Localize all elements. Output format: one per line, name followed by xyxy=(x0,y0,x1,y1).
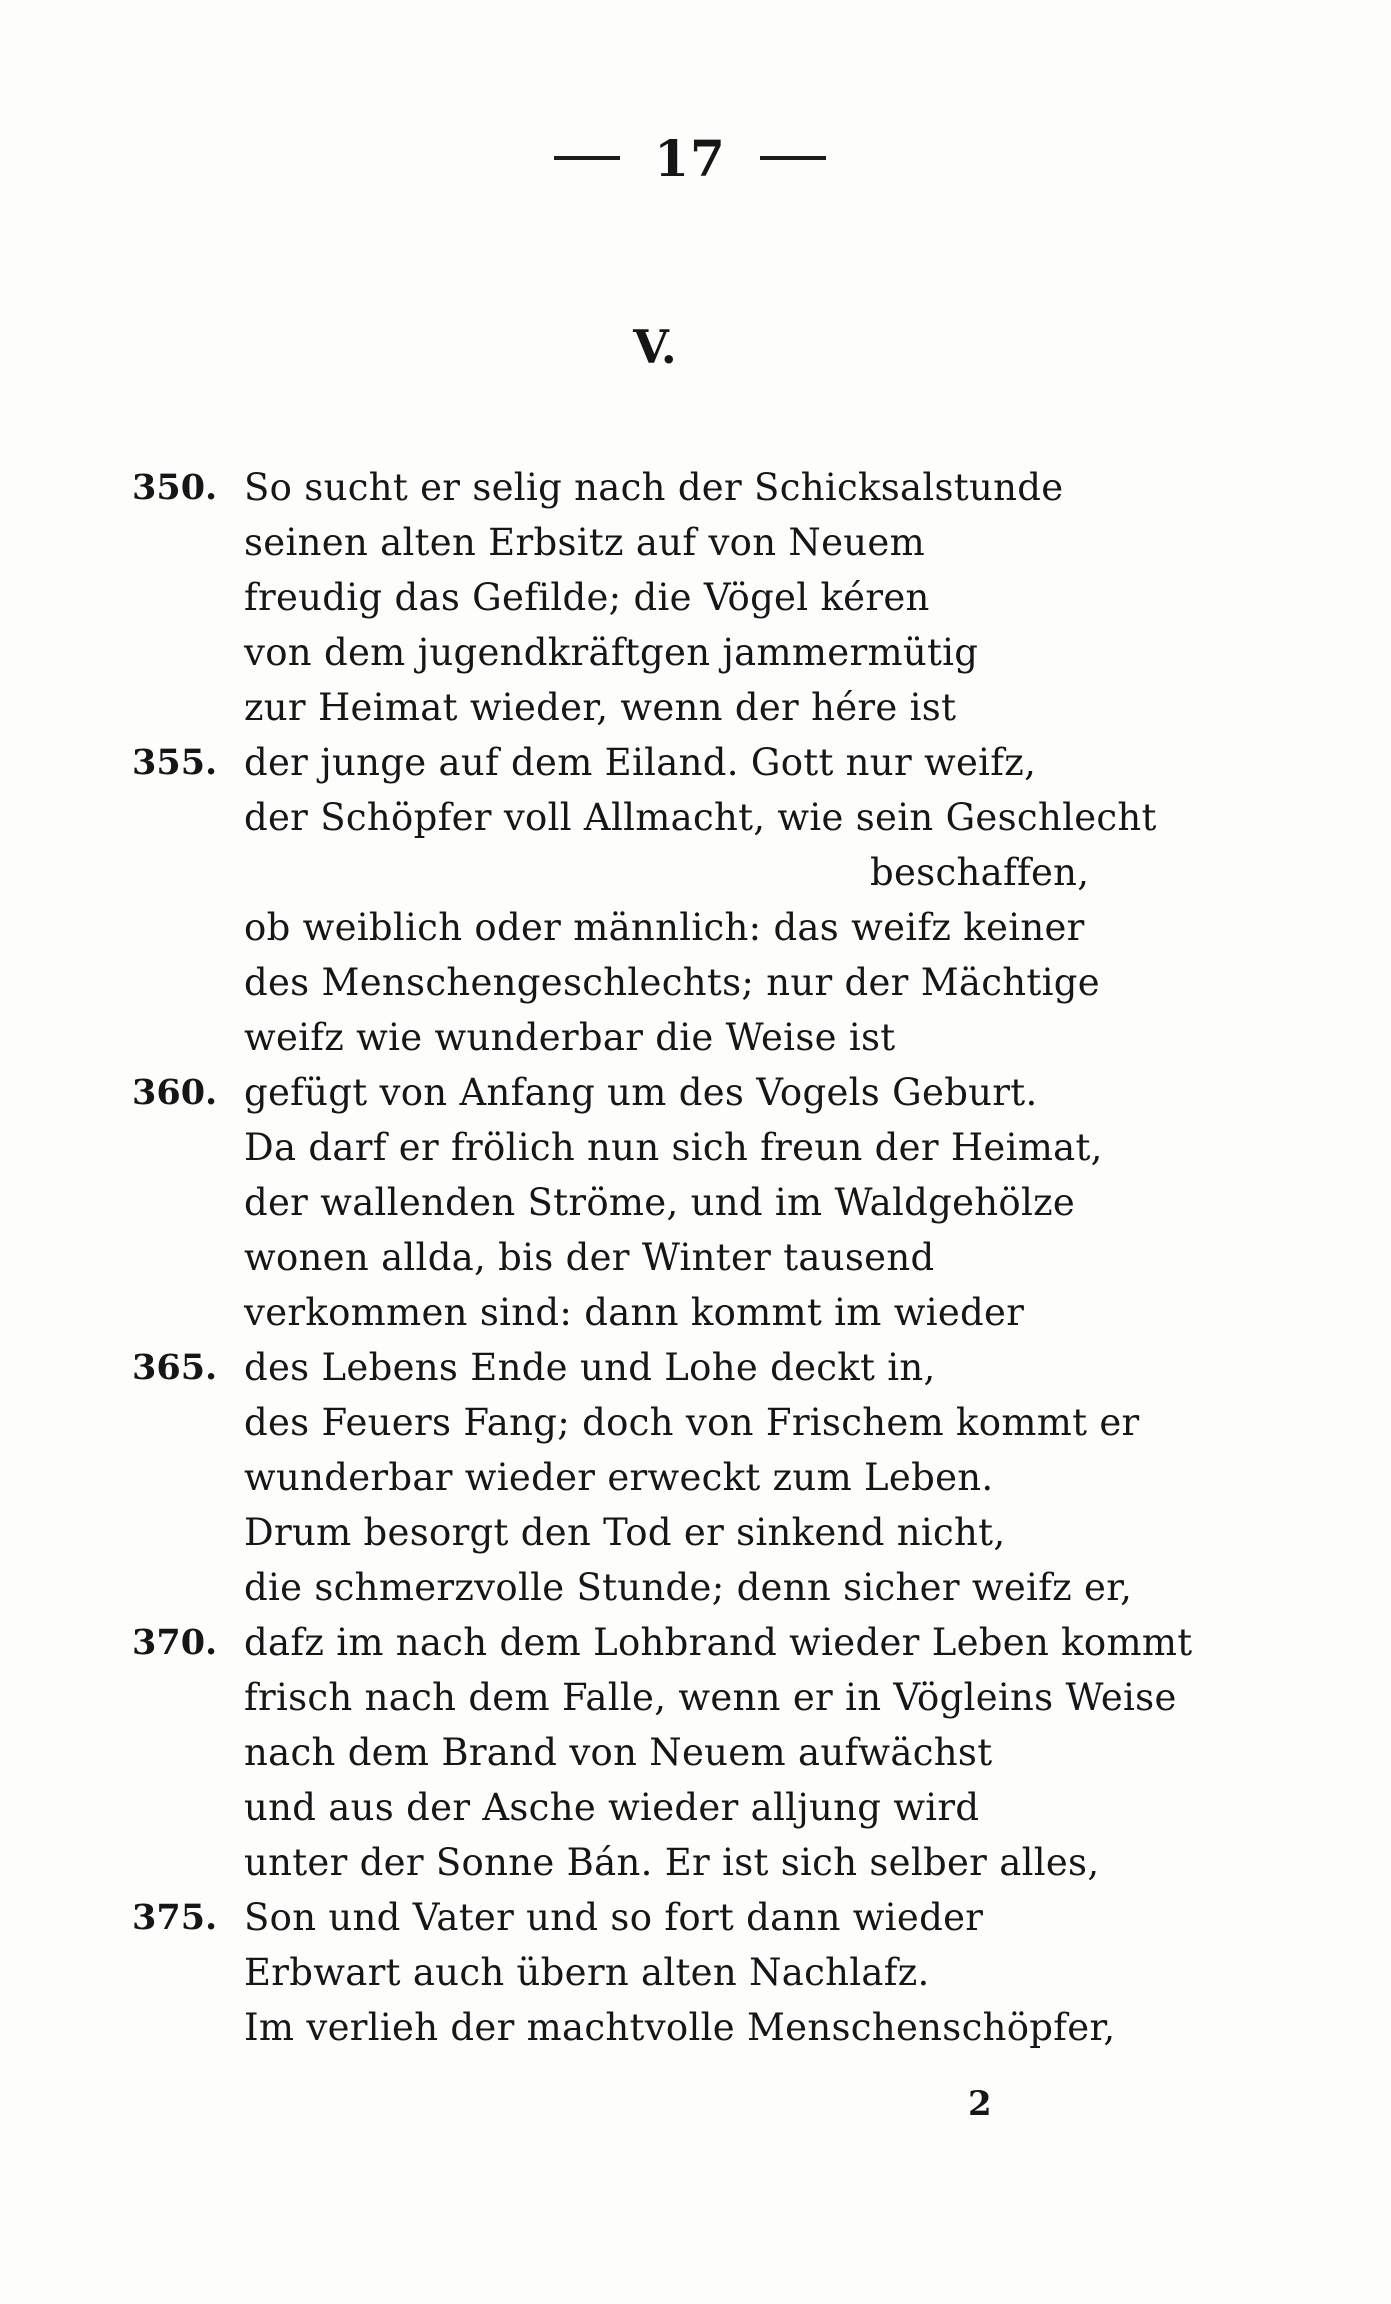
verse-line xyxy=(0,515,1391,570)
page-number: 17 xyxy=(654,128,726,188)
verse-line xyxy=(0,1780,1391,1835)
line-text: unter der Sonne Bán. Er ist sich selber alles, xyxy=(244,1841,1100,1884)
line-text: Da darf er frölich nun sich freun der Heimat, xyxy=(244,1126,1103,1169)
verse-line xyxy=(0,1945,1391,2000)
line-text: frisch nach dem Falle, wenn er in Vögleins Weise xyxy=(244,1676,1177,1719)
line-text: freudig das Gefilde; die Vögel kéren xyxy=(244,576,930,619)
line-text: gefügt von Anfang um des Vogels Geburt. xyxy=(244,1071,1038,1114)
verse-line xyxy=(0,900,1391,955)
line-text: die schmerzvolle Stunde; denn sicher weifz er, xyxy=(244,1566,1133,1609)
verse-line xyxy=(0,1890,1391,1945)
verse-line xyxy=(0,1615,1391,1670)
line-number: 370. xyxy=(132,1622,218,1663)
verse-line xyxy=(0,1670,1391,1725)
verse-line xyxy=(0,1010,1391,1065)
header-dash-right xyxy=(760,156,826,160)
verse-line xyxy=(0,1285,1391,1340)
verse-line xyxy=(0,790,1391,845)
line-number: 350. xyxy=(132,467,218,508)
verse-line xyxy=(0,1560,1391,1615)
line-text: der junge auf dem Eiland. Gott nur weifz, xyxy=(244,741,1037,784)
line-number: 355. xyxy=(132,742,218,783)
line-number: 360. xyxy=(132,1072,218,1113)
verse-line xyxy=(0,1340,1391,1395)
line-text: Son und Vater und so fort dann wieder xyxy=(244,1896,984,1939)
verse-line-continuation xyxy=(0,845,1391,900)
verse-line xyxy=(0,625,1391,680)
line-text: beschaffen, xyxy=(870,851,1090,894)
verse-line xyxy=(0,1065,1391,1120)
verse-line xyxy=(0,1835,1391,1890)
line-number: 365. xyxy=(132,1347,218,1388)
line-text: seinen alten Erbsitz auf von Neuem xyxy=(244,521,926,564)
verse-line xyxy=(0,460,1391,515)
line-text: verkommen sind: dann kommt im wieder xyxy=(244,1291,1025,1334)
line-text: zur Heimat wieder, wenn der hére ist xyxy=(244,686,957,729)
line-text: ob weiblich oder männlich: das weifz keiner xyxy=(244,906,1085,949)
line-text: der wallenden Ströme, und im Waldgehölze xyxy=(244,1181,1076,1224)
line-text: und aus der Asche wieder alljung wird xyxy=(244,1786,980,1829)
verse-line xyxy=(0,1230,1391,1285)
page-header xyxy=(520,128,860,188)
line-text: weifz wie wunderbar die Weise ist xyxy=(244,1016,896,1059)
line-text: des Lebens Ende und Lohe deckt in, xyxy=(244,1346,936,1389)
line-text: Erbwart auch übern alten Nachlafz. xyxy=(244,1951,930,1994)
verse-line xyxy=(0,1450,1391,1505)
line-text: wonen allda, bis der Winter tausend xyxy=(244,1236,935,1279)
verse-line xyxy=(0,1505,1391,1560)
verse-line xyxy=(0,735,1391,790)
line-text: dafz im nach dem Lohbrand wieder Leben kommt xyxy=(244,1621,1193,1664)
line-number: 375. xyxy=(132,1897,218,1938)
verse-line xyxy=(0,2000,1391,2055)
line-text: von dem jugendkräftgen jammermütig xyxy=(244,631,979,674)
verse-line xyxy=(0,1175,1391,1230)
header-dash-left xyxy=(554,156,620,160)
line-text: Drum besorgt den Tod er sinkend nicht, xyxy=(244,1511,1006,1554)
line-text: Im verlieh der machtvolle Menschenschöpfer, xyxy=(244,2006,1116,2049)
verse-line xyxy=(0,1725,1391,1780)
line-text: So sucht er selig nach der Schicksalstunde xyxy=(244,466,1064,509)
verse-line xyxy=(0,1395,1391,1450)
verse-block xyxy=(0,460,1391,2055)
verse-line xyxy=(0,1120,1391,1175)
line-text: des Menschengeschlechts; nur der Mächtige xyxy=(244,961,1100,1004)
section-title: V. xyxy=(633,320,677,374)
line-text: der Schöpfer voll Allmacht, wie sein Geschlecht xyxy=(244,796,1157,839)
line-text: nach dem Brand von Neuem aufwächst xyxy=(244,1731,993,1774)
line-text: wunderbar wieder erweckt zum Leben. xyxy=(244,1456,994,1499)
verse-line xyxy=(0,570,1391,625)
verse-line xyxy=(0,680,1391,735)
line-text: des Feuers Fang; doch von Frischem kommt er xyxy=(244,1401,1140,1444)
signature-mark: 2 xyxy=(968,2084,992,2124)
verse-line xyxy=(0,955,1391,1010)
